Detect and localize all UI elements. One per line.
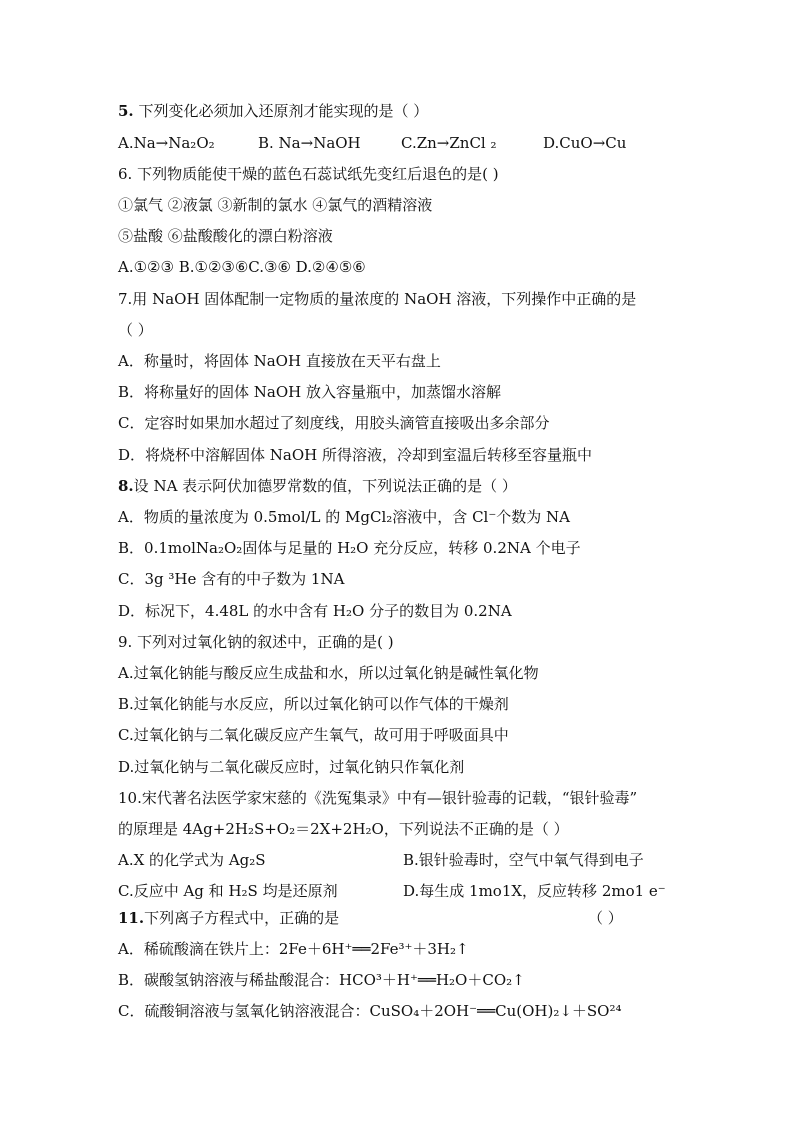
q8-option-d: D．标况下，4.48L 的水中含有 H₂O 分子的数目为 0.2NA [118, 602, 512, 620]
q6-stem: 6. 下列物质能使干燥的蓝色石蕊试纸先变红后退色的是( ) [118, 165, 499, 183]
q7-paren: （ ） [118, 321, 153, 339]
q5-number: 5. [118, 102, 134, 120]
q10-option-b: B.银针验毒时，空气中氧气得到电子 [403, 851, 644, 869]
q10-stem-line-2: 的原理是 4Ag+2H₂S+O₂＝2X+2H₂O，下列说法不正确的是（ ） [118, 820, 569, 838]
q5-option-c: C.Zn→ZnCl ₂ [401, 134, 497, 152]
q5-stem [118, 101, 428, 121]
q11-stem-line [118, 908, 658, 928]
q7-option-d: D．将烧杯中溶解固体 NaOH 所得溶液，冷却到室温后转移至容量瓶中 [118, 446, 593, 464]
q8-number: 8. [118, 477, 134, 495]
q11-paren: （ ） [588, 909, 623, 927]
q7-option-b: B．将称量好的固体 NaOH 放入容量瓶中，加蒸馏水溶解 [118, 383, 502, 401]
q5-option-b: B. Na→NaOH [258, 134, 361, 152]
q11-number: 11. [118, 909, 145, 927]
q9-option-d: D.过氧化钠与二氧化碳反应时，过氧化钠只作氧化剂 [118, 758, 465, 776]
q9-option-c: C.过氧化钠与二氧化碳反应产生氧气，故可用于呼吸面具中 [118, 726, 509, 744]
q9-stem: 9. 下列对过氧化钠的叙述中，正确的是( ) [118, 633, 394, 651]
q10-option-a: A.X 的化学式为 Ag₂S [118, 851, 266, 869]
q7-option-a: A．称量时，将固体 NaOH 直接放在天平右盘上 [118, 352, 441, 370]
q8-stem-line [118, 476, 517, 496]
q9-option-a: A.过氧化钠能与酸反应生成盐和水，所以过氧化钠是碱性氧化物 [118, 664, 539, 682]
q8-option-a: A．物质的量浓度为 0.5mol/L 的 MgCl₂溶液中，含 Cl⁻个数为 NA [118, 508, 570, 526]
q8-option-b: B．0.1molNa₂O₂固体与足量的 H₂O 充分反应，转移 0.2NA 个电子 [118, 539, 581, 557]
q11-stem: 下列离子方程式中，正确的是 [144, 909, 340, 927]
q11-option-a: A．稀硫酸滴在铁片上：2Fe＋6H⁺══2Fe³⁺＋3H₂↑ [118, 940, 469, 958]
q8-option-c: C．3g ³He 含有的中子数为 1NA [118, 570, 345, 588]
q9-option-b: B.过氧化钠能与水反应，所以过氧化钠可以作气体的干燥剂 [118, 695, 509, 713]
q11-option-c: C．硫酸铜溶液与氢氧化钠溶液混合：CuSO₄＋2OH⁻══Cu(OH)₂↓＋SO²⁴ [118, 1002, 622, 1020]
q10-stem-line-1: 10.宋代著名法医学家宋慈的《洗冤集录》中有—银针验毒的记载，“银针验毒” [118, 789, 638, 807]
q10-option-c: C.反应中 Ag 和 H₂S 均是还原剂 [118, 882, 338, 900]
q6-options: A.①②③ B.①②③⑥C.③⑥ D.②④⑤⑥ [118, 258, 366, 276]
q5-text: 下列变化必须加入还原剂才能实现的是（ ） [133, 102, 429, 120]
q6-items-2: ⑤盐酸 ⑥盐酸酸化的漂白粉溶液 [118, 227, 333, 245]
q7-stem: 7.用 NaOH 固体配制一定物质的量浓度的 NaOH 溶液，下列操作中正确的是 [118, 290, 637, 308]
q8-stem: 设 NA 表示阿伏加德罗常数的值，下列说法正确的是（ ） [133, 477, 517, 495]
q11-option-b: B．碳酸氢钠溶液与稀盐酸混合：HCO³＋H⁺══H₂O＋CO₂↑ [118, 971, 525, 989]
q5-option-a: A.Na→Na₂O₂ [118, 134, 215, 152]
q6-items-1: ①氯气 ②液氯 ③新制的氯水 ④氯气的酒精溶液 [118, 196, 433, 214]
q5-option-d: D.CuO→Cu [543, 134, 627, 152]
q7-option-c: C．定容时如果加水超过了刻度线，用胶头滴管直接吸出多余部分 [118, 414, 550, 432]
q10-option-d: D.每生成 1mo1X，反应转移 2mo1 e⁻ [403, 882, 666, 900]
